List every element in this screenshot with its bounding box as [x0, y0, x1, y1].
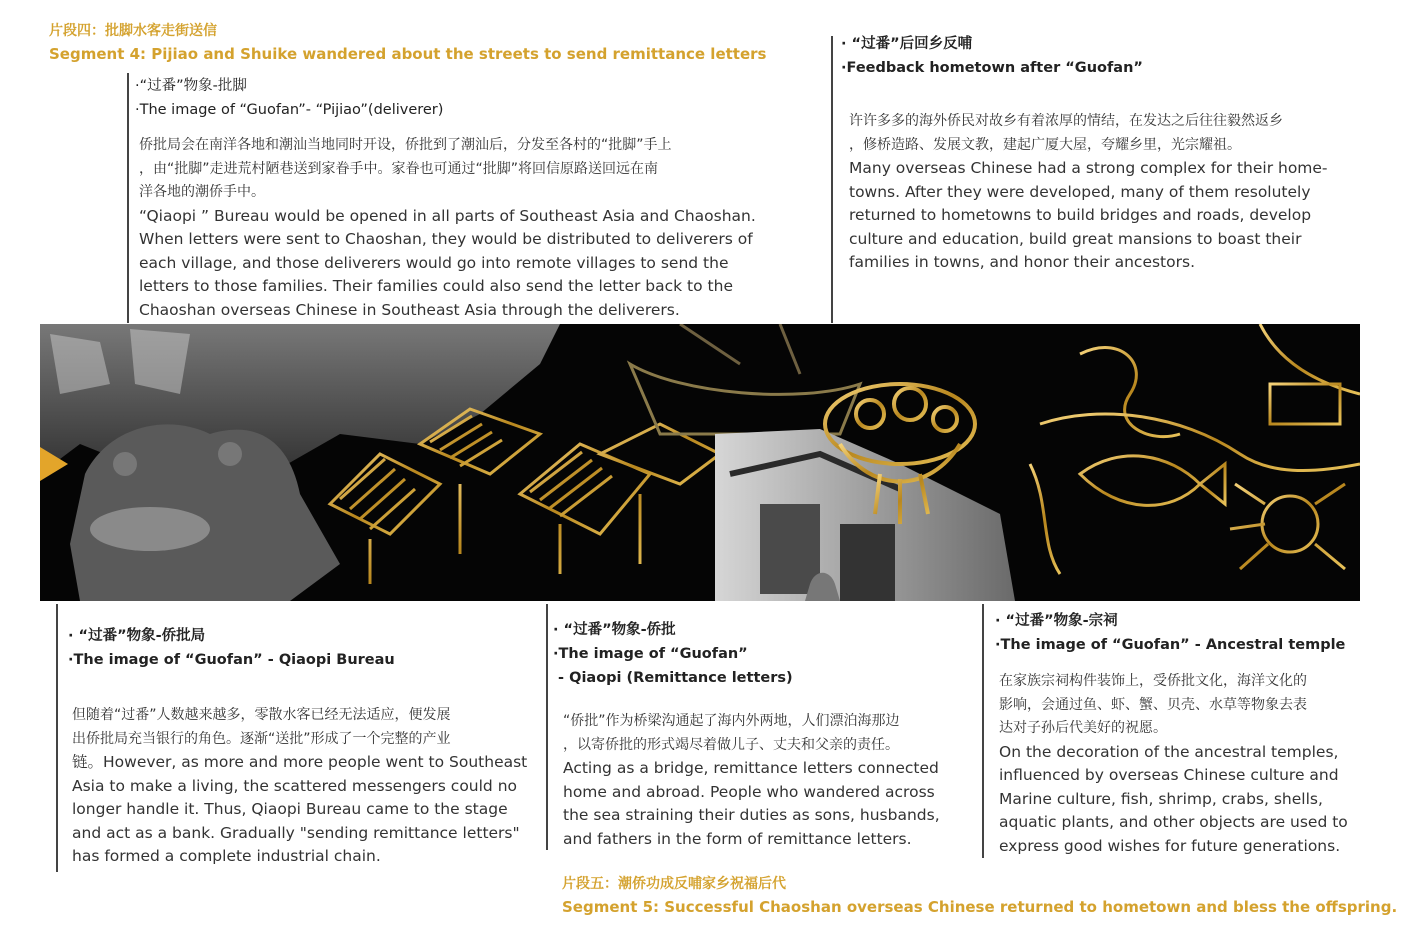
feedback-en-line: culture and education, build great mansions to boast their — [849, 229, 1302, 248]
feedback-subtitle-zh: · “过番”后回乡反哺 — [841, 36, 973, 52]
feedback-body — [849, 110, 1369, 275]
qiaopi-subtitle-zh: · “过番”物象-侨批 — [553, 622, 676, 638]
feedback-en-line: returned to hometowns to build bridges and roads, develop — [849, 206, 1312, 224]
play-triangle-icon — [40, 447, 70, 481]
collage-illustration — [40, 324, 1360, 601]
pijiao-en-line: When letters were sent to Chaoshan, they would be distributed to deliverers of — [139, 230, 753, 248]
qiaopi-zh-line: “侨批”作为桥梁沟通起了海内外两地，人们漂泊海那边 — [563, 713, 900, 729]
feedback-subtitle — [841, 32, 1143, 80]
pijiao-en-line: “Qiaopi ” Bureau would be opened in all parts of Southeast Asia and Chaoshan. — [139, 206, 756, 225]
divider-temple — [982, 604, 984, 858]
feedback-subtitle-en: ·Feedback hometown after “Guofan” — [841, 60, 1143, 76]
pijiao-subtitle-zh: ·“过番”物象-批脚 — [135, 78, 247, 94]
segment4-title-zh: 片段四：批脚水客走街送信 — [49, 23, 217, 39]
temple-subtitle — [995, 609, 1345, 657]
pijiao-zh-line: 侨批局会在南洋各地和潮汕当地同时开设，侨批到了潮汕后，分发至各村的“批脚”手上 — [139, 137, 672, 153]
divider-pijiao — [127, 73, 129, 323]
temple-en-line: aquatic plants, and other objects are used to — [999, 813, 1348, 831]
pijiao-zh-line: 洋各地的潮侨手中。 — [139, 184, 265, 200]
bureau-line: 但随着“过番”人数越来越多，零散水客已经无法适应，便发展 — [72, 707, 451, 723]
divider-feedback — [831, 36, 833, 323]
feedback-zh-line: ，修桥造路、发展文教，建起广厦大屋，夸耀乡里，光宗耀祖。 — [849, 136, 1241, 153]
segment5-heading — [562, 873, 1397, 919]
pijiao-en-line: letters to those families. Their families could also send the letter back to the — [139, 277, 733, 295]
pijiao-body — [139, 134, 789, 322]
feedback-zh-line: 许许多多的海外侨民对故乡有着浓厚的情结，在发达之后往往毅然返乡 — [849, 113, 1283, 129]
qiaopi-subtitle-en1: ·The image of “Guofan” — [553, 646, 748, 662]
temple-zh-line: 在家族宗祠构件装饰上，受侨批文化，海洋文化的 — [999, 673, 1307, 689]
qiaopi-subtitle-en2: - Qiaopi (Remittance letters) — [553, 670, 793, 686]
bureau-line: 出侨批局充当银行的角色。逐渐“送批”形成了一个完整的产业 — [72, 730, 451, 747]
qiaopi-zh-line: ，以寄侨批的形式竭尽着做儿子、丈夫和父亲的责任。 — [563, 736, 899, 753]
segment4-heading — [49, 20, 766, 66]
bureau-line: 链。However, as more and more people went to Southeast — [72, 753, 528, 771]
temple-body — [999, 670, 1379, 858]
temple-en-line: influenced by overseas Chinese culture and — [999, 766, 1339, 784]
qiaopi-en-line: home and abroad. People who wandered across — [563, 782, 935, 801]
temple-en-line: Marine culture, fish, shrimp, crabs, shells, — [999, 789, 1323, 808]
pijiao-subtitle — [135, 74, 443, 122]
temple-subtitle-zh: · “过番”物象-宗祠 — [995, 613, 1118, 629]
divider-bureau — [56, 604, 58, 872]
temple-subtitle-en: ·The image of “Guofan” - Ancestral temple — [995, 637, 1346, 653]
qiaopi-en-line: and fathers in the form of remittance letters. — [563, 829, 912, 848]
temple-en-line: On the decoration of the ancestral temples, — [999, 742, 1339, 761]
temple-en-line: express good wishes for future generations. — [999, 836, 1341, 855]
segment5-title-en: Segment 5: Successful Chaoshan overseas Chinese returned to hometown and bless the offspring. — [562, 898, 1398, 916]
bureau-subtitle-en: ·The image of “Guofan” - Qiaopi Bureau — [68, 652, 395, 668]
collage-image — [40, 324, 1360, 601]
bureau-line: Asia to make a living, the scattered messengers could no — [72, 776, 518, 795]
bureau-line: has formed a complete industrial chain. — [72, 847, 381, 865]
pijiao-subtitle-en: ·The image of “Guofan”- “Pijiao”(deliverer) — [135, 102, 444, 118]
bureau-line: longer handle it. Thus, Qiaopi Bureau came to the stage — [72, 800, 508, 818]
feedback-en-line: Many overseas Chinese had a strong complex for their home- — [849, 159, 1328, 177]
segment4-title-en: Segment 4: Pijiao and Shuike wandered about the streets to send remittance letters — [49, 45, 767, 63]
bureau-line: and act as a bank. Gradually "sending remittance letters" — [72, 823, 520, 842]
qiaopi-en-line: Acting as a bridge, remittance letters connected — [563, 759, 939, 777]
temple-zh-line: 影响，会通过鱼、虾、蟹、贝壳、水草等物象去表 — [999, 696, 1307, 713]
bureau-body — [72, 704, 542, 869]
qiaopi-body — [563, 710, 978, 851]
pijiao-en-line: Chaoshan overseas Chinese in Southeast Asia through the deliverers. — [139, 300, 680, 319]
qiaopi-subtitle — [553, 618, 793, 690]
feedback-en-line: families in towns, and honor their ancestors. — [849, 253, 1195, 271]
pijiao-zh-line: ，由“批脚”走进荒村陋巷送到家眷手中。家眷也可通过“批脚”将回信原路送回远在南 — [139, 160, 659, 177]
pijiao-en-line: each village, and those deliverers would go into remote villages to send the — [139, 253, 729, 272]
divider-qiaopi — [546, 604, 548, 850]
bureau-subtitle — [68, 624, 395, 672]
segment5-title-zh: 片段五：潮侨功成反哺家乡祝福后代 — [562, 876, 786, 892]
qiaopi-en-line: the sea straining their duties as sons, husbands, — [563, 806, 940, 824]
bureau-subtitle-zh: · “过番”物象-侨批局 — [68, 628, 206, 644]
feedback-en-line: towns. After they were developed, many of them resolutely — [849, 182, 1311, 201]
temple-zh-line: 达对子孙后代美好的祝愿。 — [999, 720, 1167, 736]
